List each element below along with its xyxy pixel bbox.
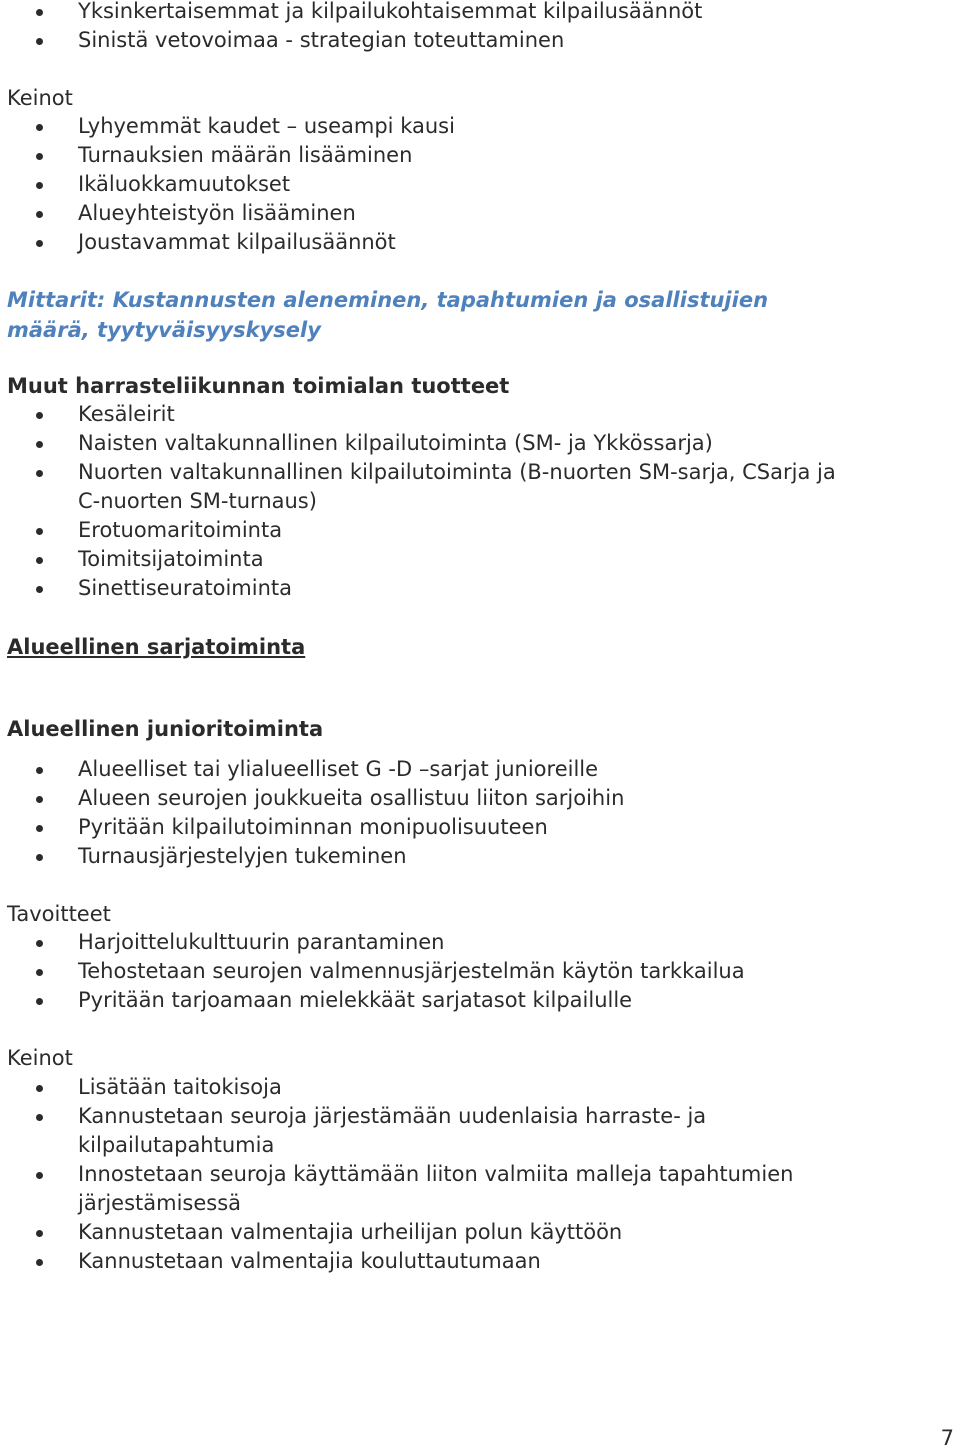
list-item: Alueyhteistyön lisääminen bbox=[78, 201, 356, 225]
bullet-icon bbox=[36, 796, 43, 803]
bullet-icon bbox=[36, 1114, 43, 1121]
list-item: Pyritään tarjoamaan mielekkäät sarjatasot kilpailulle bbox=[78, 988, 633, 1012]
bullet-icon bbox=[36, 1230, 43, 1237]
bullet-icon bbox=[36, 38, 43, 45]
list-item: Naisten valtakunnallinen kilpailutoiminta (SM- ja Ykkössarja) bbox=[78, 431, 713, 455]
bullet-icon bbox=[36, 586, 43, 593]
list-item: Erotuomaritoiminta bbox=[78, 518, 283, 542]
section-heading-tavoitteet: Tavoitteet bbox=[7, 902, 111, 926]
bullet-icon bbox=[36, 969, 43, 976]
section-heading-junioritoiminta: Alueellinen junioritoiminta bbox=[7, 717, 324, 741]
bullet-icon bbox=[36, 211, 43, 218]
list-item: Lisätään taitokisoja bbox=[78, 1075, 282, 1099]
bullet-icon bbox=[36, 1172, 43, 1179]
bullet-icon bbox=[36, 470, 43, 477]
list-item: Alueelliset tai ylialueelliset G -D –sarjat junioreille bbox=[78, 757, 599, 781]
list-item: Alueen seurojen joukkueita osallistuu liiton sarjoihin bbox=[78, 786, 625, 810]
list-item: Pyritään kilpailutoiminnan monipuolisuuteen bbox=[78, 815, 548, 839]
list-item: Lyhyemmät kaudet – useampi kausi bbox=[78, 114, 455, 138]
bullet-icon bbox=[36, 557, 43, 564]
list-item: Ikäluokkamuutokset bbox=[78, 172, 291, 196]
section-heading-keinot: Keinot bbox=[7, 1046, 73, 1070]
list-item: Joustavammat kilpailusäännöt bbox=[78, 230, 396, 254]
bullet-icon bbox=[36, 998, 43, 1005]
bullet-icon bbox=[36, 1085, 43, 1092]
bullet-icon bbox=[36, 412, 43, 419]
list-item: Nuorten valtakunnallinen kilpailutoiminta (B-nuorten SM-sarja, CSarja ja bbox=[78, 460, 836, 484]
bullet-icon bbox=[36, 1259, 43, 1266]
list-item: Kesäleirit bbox=[78, 402, 175, 426]
bullet-icon bbox=[36, 9, 43, 16]
list-item-continuation: järjestämisessä bbox=[78, 1191, 242, 1215]
list-item: Innostetaan seuroja käyttämään liiton valmiita malleja tapahtumien bbox=[78, 1162, 794, 1186]
list-item-continuation: kilpailutapahtumia bbox=[78, 1133, 275, 1157]
bullet-icon bbox=[36, 124, 43, 131]
bullet-icon bbox=[36, 528, 43, 535]
bullet-icon bbox=[36, 767, 43, 774]
bullet-icon bbox=[36, 825, 43, 832]
list-item: Toimitsijatoiminta bbox=[78, 547, 264, 571]
mittarit-line-2: määrä, tyytyväisyyskysely bbox=[7, 318, 321, 342]
list-item: Sinettiseuratoiminta bbox=[78, 576, 292, 600]
list-item: Tehostetaan seurojen valmennusjärjestelmän käytön tarkkailua bbox=[78, 959, 745, 983]
list-item: Kannustetaan valmentajia kouluttautumaan bbox=[78, 1249, 541, 1273]
list-item: Kannustetaan seuroja järjestämään uudenlaisia harraste- ja bbox=[78, 1104, 707, 1128]
list-item-continuation: C-nuorten SM-turnaus) bbox=[78, 489, 317, 513]
section-heading-keinot: Keinot bbox=[7, 86, 73, 110]
list-item: Kannustetaan valmentajia urheilijan polun käyttöön bbox=[78, 1220, 623, 1244]
section-heading-sarjatoiminta: Alueellinen sarjatoiminta bbox=[7, 635, 306, 659]
bullet-icon bbox=[36, 153, 43, 160]
mittarit-line-1: Mittarit: Kustannusten aleneminen, tapahtumien ja osallistujien bbox=[7, 288, 769, 312]
bullet-icon bbox=[36, 940, 43, 947]
list-item: Sinistä vetovoimaa - strategian toteuttaminen bbox=[78, 28, 565, 52]
bullet-icon bbox=[36, 182, 43, 189]
section-heading-muut: Muut harrasteliikunnan toimialan tuotteet bbox=[7, 374, 510, 398]
bullet-icon bbox=[36, 854, 43, 861]
list-item: Yksinkertaisemmat ja kilpailukohtaisemmat kilpailusäännöt bbox=[78, 0, 703, 23]
list-item: Turnausjärjestelyjen tukeminen bbox=[78, 844, 407, 868]
bullet-icon bbox=[36, 441, 43, 448]
page-number: 7 bbox=[940, 1426, 954, 1450]
bullet-icon bbox=[36, 240, 43, 247]
list-item: Turnauksien määrän lisääminen bbox=[78, 143, 413, 167]
list-item: Harjoittelukulttuurin parantaminen bbox=[78, 930, 445, 954]
